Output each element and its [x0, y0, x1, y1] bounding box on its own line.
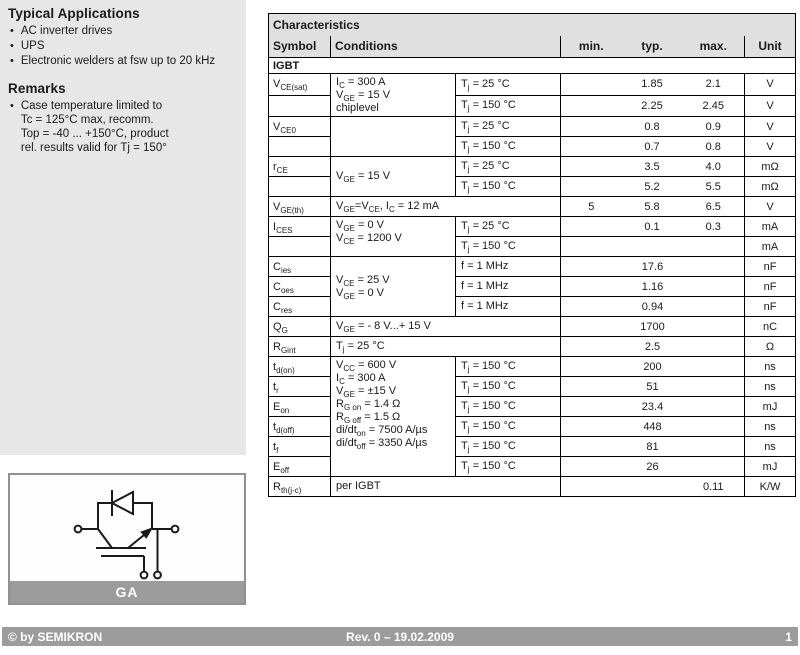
table-row — [269, 317, 796, 337]
symbol-cell — [269, 95, 331, 117]
max-value-cell: 4.0 — [683, 157, 745, 177]
unit-cell: mΩ — [745, 177, 796, 197]
symbol-cell: $E_{on}$ — [269, 397, 331, 417]
min-value-cell — [561, 74, 622, 96]
subcondition-cell: $T_j = 150$ °C — [456, 397, 561, 417]
typ-value-cell: 1.85 — [622, 74, 683, 96]
column-header-max: max. — [683, 36, 745, 58]
bullet-icon: • — [10, 40, 14, 52]
symbol-cell: $C_{oes}$ — [269, 277, 331, 297]
value-cell: 200 — [561, 357, 745, 377]
conditions-cell: $V_{CC} = 600$ V $I_C = 300$ A $V_{GE} = \pm 15$ V $R_{G on} = 1.4$ Ω $R_{G off} = 1.5$ Ω $di/dt_{on} = 7500$ A/µs $di/dt_{off} = 3350$ A/µs — [331, 357, 456, 477]
table-title-row — [269, 14, 796, 36]
copyright-text: © by SEMIKRON — [8, 629, 103, 644]
revision-text: Rev. 0 – 19.02.2009 — [346, 629, 454, 644]
value-cell: 0.94 — [561, 297, 745, 317]
unit-cell: V — [745, 95, 796, 117]
subcondition-cell: $T_j = 150$ °C — [456, 377, 561, 397]
section-header-row — [269, 58, 796, 74]
section-header: IGBT — [269, 58, 796, 74]
max-value-cell: 2.1 — [683, 74, 745, 96]
typ-value-cell: 0.8 — [622, 117, 683, 137]
list-item — [10, 99, 238, 155]
min-value-cell — [561, 157, 622, 177]
symbol-cell: $R_{Gint}$ — [269, 337, 331, 357]
value-cell: 26 — [561, 457, 745, 477]
value-cell: 23.4 — [561, 397, 745, 417]
conditions-cell: $V_{GE}=V_{CE}$, $I_C = 12$ mA — [331, 197, 561, 217]
table-title: Characteristics — [269, 14, 796, 36]
max-value-cell: 6.5 — [683, 197, 745, 217]
unit-cell: mJ — [745, 457, 796, 477]
symbol-cell: $C_{ies}$ — [269, 257, 331, 277]
symbol-cell: $V_{CE(sat)}$ — [269, 74, 331, 96]
conditions-cell: per IGBT — [331, 477, 561, 497]
subcondition-cell: $T_j = 150$ °C — [456, 437, 561, 457]
max-value-cell: 0.3 — [683, 217, 745, 237]
table-row — [269, 477, 796, 497]
conditions-cell — [331, 117, 456, 157]
table-header-row — [269, 36, 796, 58]
subcondition-cell: $T_j = 25$ °C — [456, 157, 561, 177]
unit-cell: V — [745, 74, 796, 96]
symbol-cell — [269, 237, 331, 257]
topology-label: GA — [10, 581, 244, 603]
bullet-icon: • — [10, 100, 14, 112]
typ-value-cell: 3.5 — [622, 157, 683, 177]
value-cell: 81 — [561, 437, 745, 457]
unit-cell: nF — [745, 257, 796, 277]
remarks-list — [8, 99, 238, 155]
table-row — [269, 257, 796, 277]
max-value-cell: 0.11 — [683, 477, 745, 497]
typ-value-cell — [622, 237, 683, 257]
subcondition-cell: $T_j = 150$ °C — [456, 237, 561, 257]
list-item — [10, 39, 238, 53]
page-number: 1 — [785, 629, 792, 644]
min-value-cell — [561, 217, 622, 237]
list-item — [10, 54, 238, 68]
subcondition-cell: f = 1 MHz — [456, 277, 561, 297]
unit-cell: V — [745, 197, 796, 217]
list-item-text: Case temperature limited to Tc = 125°C max, recomm. Top = -40 ... +150°C, product rel. results valid for Tj = 150° — [20, 100, 169, 154]
min-value-cell — [561, 477, 622, 497]
characteristics-tbody — [269, 14, 796, 497]
subcondition-cell: $T_j = 25$ °C — [456, 217, 561, 237]
conditions-cell: $I_C = 300$ A $V_{GE} = 15$ V chiplevel — [331, 74, 456, 117]
symbol-cell — [269, 177, 331, 197]
min-value-cell — [561, 137, 622, 157]
symbol-cell: $R_{th(j-c)}$ — [269, 477, 331, 497]
igbt-antiparallel-diode-circuit-icon — [10, 475, 244, 581]
remarks-title: Remarks — [8, 81, 66, 96]
conditions-cell: $V_{GE}$ = - 8 V...+ 15 V — [331, 317, 561, 337]
subcondition-cell: $T_j = 150$ °C — [456, 457, 561, 477]
symbol-cell: $t_{d(on)}$ — [269, 357, 331, 377]
unit-cell: ns — [745, 417, 796, 437]
list-item-text: Electronic welders at fsw up to 20 kHz — [20, 55, 216, 67]
value-cell: 448 — [561, 417, 745, 437]
unit-cell: K/W — [745, 477, 796, 497]
value-cell: 17.6 — [561, 257, 745, 277]
symbol-cell: $V_{CE0}$ — [269, 117, 331, 137]
subcondition-cell: $T_j = 25$ °C — [456, 74, 561, 96]
typ-value-cell: 5.8 — [622, 197, 683, 217]
list-item — [10, 24, 238, 38]
subcondition-cell: $T_j = 150$ °C — [456, 95, 561, 117]
column-header-unit: Unit — [745, 36, 796, 58]
typ-value-cell: 0.1 — [622, 217, 683, 237]
column-header-conditions: Conditions — [331, 36, 561, 58]
min-value-cell — [561, 117, 622, 137]
left-info-panel — [0, 0, 246, 455]
unit-cell: ns — [745, 437, 796, 457]
symbol-cell: $t_f$ — [269, 437, 331, 457]
value-cell: 2.5 — [561, 337, 745, 357]
applications-title: Typical Applications — [8, 6, 140, 21]
table-row — [269, 157, 796, 177]
conditions-cell: $V_{GE} = 0$ V $V_{CE} = 1200$ V — [331, 217, 456, 257]
symbol-cell: $t_{d(off)}$ — [269, 417, 331, 437]
conditions-cell: $T_j = 25$ °C — [331, 337, 561, 357]
value-cell: 1700 — [561, 317, 745, 337]
conditions-cell: $V_{CE} = 25$ V $V_{GE} = 0$ V — [331, 257, 456, 317]
subcondition-cell: $T_j = 150$ °C — [456, 357, 561, 377]
typ-value-cell: 2.25 — [622, 95, 683, 117]
table-row — [269, 74, 796, 96]
subcondition-cell: $T_j = 25$ °C — [456, 117, 561, 137]
table-row — [269, 337, 796, 357]
unit-cell: mJ — [745, 397, 796, 417]
symbol-cell: $E_{off}$ — [269, 457, 331, 477]
unit-cell: mA — [745, 217, 796, 237]
list-item-text: UPS — [20, 40, 45, 52]
min-value-cell — [561, 95, 622, 117]
subcondition-cell: f = 1 MHz — [456, 297, 561, 317]
unit-cell: mΩ — [745, 157, 796, 177]
list-item-text: AC inverter drives — [20, 25, 113, 37]
min-value-cell — [561, 177, 622, 197]
typ-value-cell: 5.2 — [622, 177, 683, 197]
subcondition-cell: $T_j = 150$ °C — [456, 137, 561, 157]
table-row — [269, 197, 796, 217]
max-value-cell: 2.45 — [683, 95, 745, 117]
column-header-symbol: Symbol — [269, 36, 331, 58]
symbol-cell: $V_{GE(th)}$ — [269, 197, 331, 217]
unit-cell: nF — [745, 277, 796, 297]
unit-cell: nC — [745, 317, 796, 337]
value-cell: 1.16 — [561, 277, 745, 297]
table-row — [269, 117, 796, 137]
applications-list — [8, 24, 238, 68]
characteristics-table — [268, 13, 796, 497]
max-value-cell: 0.8 — [683, 137, 745, 157]
bullet-icon: • — [10, 55, 14, 67]
symbol-cell: $I_{CES}$ — [269, 217, 331, 237]
unit-cell: Ω — [745, 337, 796, 357]
max-value-cell — [683, 237, 745, 257]
conditions-cell: $V_{GE} = 15$ V — [331, 157, 456, 197]
unit-cell: ns — [745, 357, 796, 377]
typ-value-cell — [622, 477, 683, 497]
symbol-cell: $t_r$ — [269, 377, 331, 397]
subcondition-cell: $T_j = 150$ °C — [456, 177, 561, 197]
unit-cell: mA — [745, 237, 796, 257]
table-row — [269, 217, 796, 237]
unit-cell: V — [745, 117, 796, 137]
symbol-cell: $r_{CE}$ — [269, 157, 331, 177]
table-row — [269, 357, 796, 377]
min-value-cell: 5 — [561, 197, 622, 217]
max-value-cell: 5.5 — [683, 177, 745, 197]
topology-box — [8, 473, 246, 605]
footer-bar — [2, 627, 798, 646]
symbol-cell: $C_{res}$ — [269, 297, 331, 317]
min-value-cell — [561, 237, 622, 257]
subcondition-cell: f = 1 MHz — [456, 257, 561, 277]
unit-cell: ns — [745, 377, 796, 397]
symbol-cell — [269, 137, 331, 157]
typ-value-cell: 0.7 — [622, 137, 683, 157]
unit-cell: V — [745, 137, 796, 157]
bullet-icon: • — [10, 25, 14, 37]
symbol-cell: $Q_G$ — [269, 317, 331, 337]
max-value-cell: 0.9 — [683, 117, 745, 137]
unit-cell: nF — [745, 297, 796, 317]
column-header-typ: typ. — [622, 36, 683, 58]
subcondition-cell: $T_j = 150$ °C — [456, 417, 561, 437]
value-cell: 51 — [561, 377, 745, 397]
column-header-min: min. — [561, 36, 622, 58]
